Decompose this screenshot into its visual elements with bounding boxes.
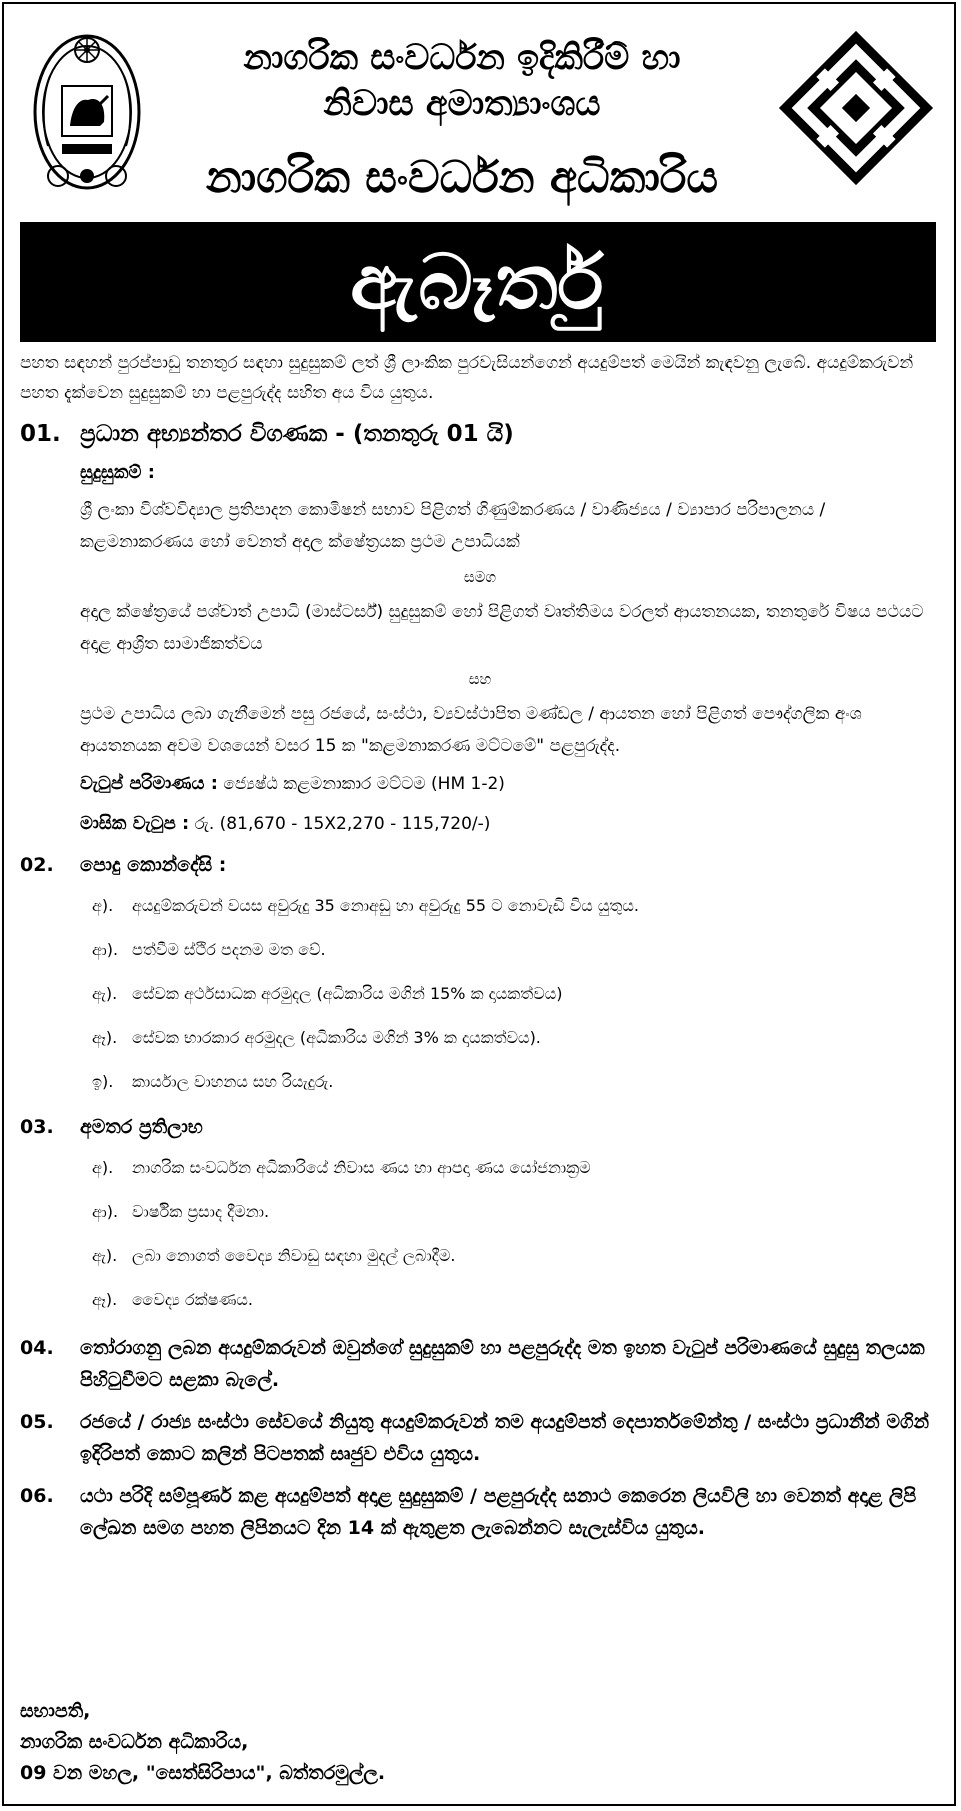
list-text: අයදුම්කරුවන් වයස අවුරුදු 35 නොඅඩු හා අවුරුදු 55 ට නොවැඩි විය යුතුය. bbox=[132, 896, 639, 915]
list-text: වාර්ෂික ප්‍රසාද දීමනා. bbox=[132, 1202, 270, 1221]
list-text: වෛද්‍ය රක්ෂණය. bbox=[132, 1290, 254, 1309]
monthly-salary-value: රු. (81,670 - 15X2,270 - 115,720/-) bbox=[194, 814, 491, 834]
section-text: යථා පරිදි සම්පූර්ණ කළ අයදුම්පත් අදාළ සුදුසුකම් / පළපුරුද්ද සනාථ කෙරෙන ලියවිලි හා වෙනත් අදාළ ලිපි ලේඛන සමග පහත ලිපිනයට දින 14 ක් ඇතුළත ලැබෙන්නට සැලැස්විය යුතුය. bbox=[80, 1485, 917, 1539]
list-marker: ඈ). bbox=[92, 1290, 118, 1309]
section-title: ප්‍රධාන අභ්‍යන්තර විගණක - (තනතුරු 01 යි) bbox=[80, 421, 514, 447]
section-text: රජයේ / රාජ්‍ය සංස්ථා සේවයේ නියුතු අයදුම්කරුවන් තම අයදුම්පත් දෙපාර්තමේන්තු / සංස්ථා ප්‍රධානීන් මගින් ඉදිරිපත් කොට කලින් පිටපතක් සෘජුව එවිය යුතුය. bbox=[80, 1411, 930, 1465]
uda-logo-icon bbox=[772, 30, 940, 186]
sri-lanka-emblem-icon bbox=[28, 26, 146, 198]
list-marker: ඉ). bbox=[92, 1072, 114, 1091]
list-marker: අ). bbox=[92, 1158, 114, 1177]
section-number: 05. bbox=[20, 1411, 54, 1433]
monthly-salary-label: මාසික වැටුප : bbox=[80, 813, 190, 834]
section-number: 06. bbox=[20, 1485, 54, 1507]
general-conditions-list bbox=[92, 884, 940, 1104]
section-1-heading bbox=[20, 416, 940, 452]
signature-block bbox=[20, 1696, 385, 1789]
monthly-salary-row bbox=[80, 806, 940, 842]
qualification-degree: ශ්‍රී ලංකා විශ්වවිද්‍යාල ප්‍රතිපාදන කොමිෂන් සභාව පිළිගත් ගිණුම්කරණය / වාණිජ්‍යය / ව්‍යාපාර පරිපාලනය / කළමනාකරණය හෝ වෙනත් අදාල ක්ෂේත්‍රයක ප්‍රථම උපාධියක් bbox=[80, 500, 826, 552]
section-number: 02. bbox=[20, 854, 54, 876]
section-4 bbox=[20, 1332, 940, 1396]
list-text: ලබා නොගත් වෛද්‍ය නිවාඩු සඳහා මුදල් ලබාදීම. bbox=[132, 1246, 456, 1265]
connector-and: සහ bbox=[468, 670, 492, 688]
list-text: සේවක අර්ථසාධක අරමුදල (අධිකාරිය මගින් 15% ක දායකත්වය) bbox=[132, 984, 563, 1003]
additional-benefits-list bbox=[92, 1146, 940, 1322]
ministry-name-line2: නිවාස අමාත්‍යාංශය bbox=[323, 84, 601, 124]
list-text: පත්වීම ස්ථිර පදනම මත වේ. bbox=[132, 940, 326, 959]
list-item bbox=[92, 1190, 940, 1234]
authority-name: නාගරික සංවර්ධන අධිකාරිය bbox=[205, 152, 719, 203]
section-title: පොදු කොන්දේසි : bbox=[80, 854, 227, 876]
title-banner bbox=[20, 222, 936, 342]
header bbox=[2, 2, 956, 222]
salary-scale-row bbox=[80, 766, 940, 802]
list-item bbox=[92, 884, 940, 928]
list-marker: අ). bbox=[92, 896, 114, 915]
list-text: කාර්යාල වාහනය සහ රියැදුරු. bbox=[132, 1072, 334, 1091]
connector-with: සමග bbox=[463, 568, 497, 586]
salary-scale-value: ජ්‍යෙෂ්ඨ කළමනාකාර මට්ටම (HM 1-2) bbox=[223, 774, 505, 794]
list-text: නාගරික සංවර්ධන අධිකාරියේ නිවාස ණය හා ආපදා ණය යෝජනාක්‍රම bbox=[132, 1158, 591, 1177]
list-item bbox=[92, 972, 940, 1016]
salary-scale-label: වැටුප් පරිමාණය : bbox=[80, 773, 218, 794]
intro-paragraph: පහත සඳහන් පුරප්පාඩු තනතුර සඳහා සුදුසුකම් ලත් ශ්‍රී ලාංකික පුරවැසියන්ගෙන් අයදුම්පත් මෙයින් කැඳවනු ලැබේ. අයදුම්කරුවන් පහත දැක්වෙන සුදුසුකම් හා පළපුරුද්ද සහිත අය විය යුතුය. bbox=[20, 353, 914, 403]
section-text: තෝරාගනු ලබන අයදුම්කරුවන් ඔවුන්ගේ සුදුසුකම් හා පළපුරුද්ද මත ඉහත වැටුප් පරිමාණයේ සුදුසු තලයක පිහිටුවීමට සළකා බැලේ. bbox=[80, 1337, 925, 1391]
section-number: 03. bbox=[20, 1116, 54, 1138]
section-3-heading bbox=[20, 1110, 940, 1144]
list-marker: ආ). bbox=[92, 940, 119, 959]
list-item bbox=[92, 1060, 940, 1104]
signatory-title: සභාපති, bbox=[20, 1700, 91, 1722]
section-number: 01. bbox=[20, 421, 61, 447]
list-marker: ආ). bbox=[92, 1202, 119, 1221]
section-6 bbox=[20, 1480, 940, 1544]
advertisement-title: ඇබෑර්තු bbox=[350, 236, 606, 326]
section-2-heading bbox=[20, 848, 940, 882]
list-item bbox=[92, 1146, 940, 1190]
section-5 bbox=[20, 1406, 940, 1470]
section-title: අමතර ප්‍රතිලාභ bbox=[80, 1116, 203, 1138]
list-item bbox=[92, 928, 940, 972]
ministry-name-line1: නාගරික සංවර්ධන ඉදිකිරීම් හා bbox=[243, 38, 681, 78]
qualification-postgraduate: අදාල ක්ෂේත්‍රයේ පශ්චාත් උපාධි (මාස්ටර්ස්) සුදුසුකම් හෝ පිළිගත් වෘත්තිමය වරලත් ආයතනයක, තනතුරේ විෂය පථයට අදාළ ආශ්‍රිත සාමාජිකත්වය bbox=[80, 602, 924, 654]
list-marker: ඈ). bbox=[92, 1028, 118, 1047]
list-text: සේවක භාරකාර අරමුදල (අධිකාරිය මගින් 3% ක දායකත්වය). bbox=[132, 1028, 541, 1047]
list-item bbox=[92, 1278, 940, 1322]
signatory-organization: නාගරික සංවර්ධන අධිකාරිය, bbox=[20, 1731, 249, 1753]
list-item bbox=[92, 1234, 940, 1278]
qualifications-label: සුදුසුකම් : bbox=[80, 462, 155, 483]
signatory-address: 09 වන මහල, "සෙත්සිරිපාය", බත්තරමුල්ල. bbox=[20, 1762, 386, 1784]
list-item bbox=[92, 1016, 940, 1060]
section-number: 04. bbox=[20, 1337, 54, 1359]
list-marker: ඇ). bbox=[92, 1246, 118, 1265]
qualification-experience: ප්‍රථම උපාධිය ලබා ගැනීමෙන් පසු රජයේ, සංස්ථා, ව්‍යවස්ථාපිත මණ්ඩල / ආයතන හෝ පිළිගත් පෞද්ගලික අංශ ආයතනයක අවම වශයෙන් වසර 15 ක "කළමනාකරණ මට්ටමේ" පළපුරුද්ද. bbox=[80, 704, 862, 756]
list-marker: ඇ). bbox=[92, 984, 118, 1003]
content bbox=[20, 348, 940, 1544]
